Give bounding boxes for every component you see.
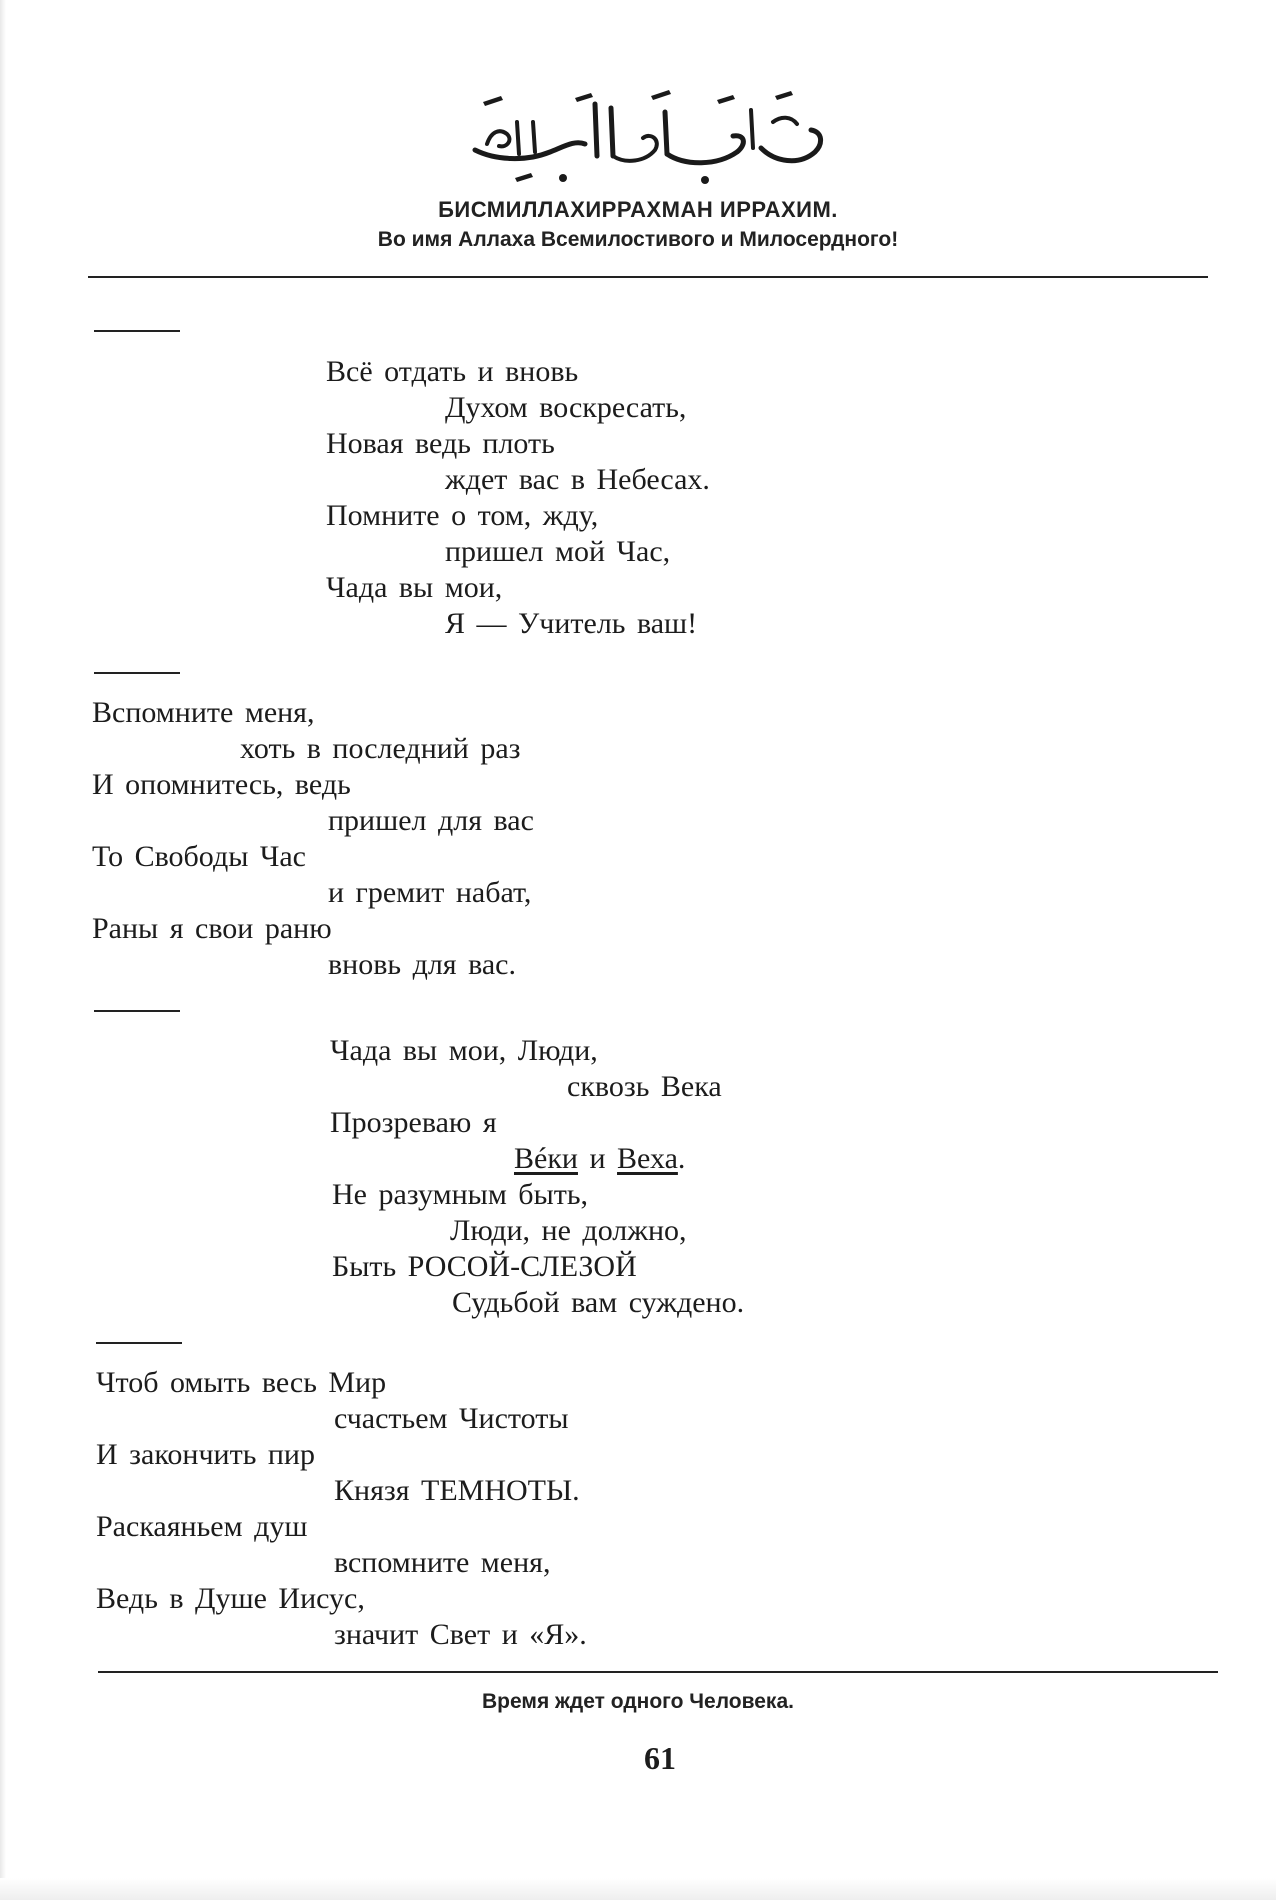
calligraphy-image — [455, 82, 835, 192]
verse-line: пришел мой Час, — [445, 535, 671, 568]
verse-line — [514, 1141, 685, 1177]
stanza-separator — [96, 1342, 182, 1344]
verse-line: Духом воскресать, — [445, 391, 687, 424]
verse-text: . — [677, 1142, 686, 1175]
verse-line: Раны я свои раню — [92, 912, 332, 945]
verse-line: Люди, не должно, — [450, 1214, 687, 1247]
verse-line: Судьбой вам суждено. — [452, 1286, 745, 1319]
verse-line: И опомнитесь, ведь — [92, 768, 351, 801]
scan-edge-shadow — [0, 0, 6, 1900]
stanza-separator — [94, 1010, 180, 1012]
verse-line: Прозреваю я — [330, 1106, 497, 1139]
verse-line: сквозь Века — [567, 1070, 722, 1103]
verse-line: Чада вы мои, Люди, — [330, 1034, 598, 1067]
verse-line: хоть в последний раз — [240, 732, 521, 765]
verse-line: Раскаяньем душ — [96, 1510, 308, 1543]
verse-line: Ведь в Душе Иисус, — [96, 1582, 365, 1615]
verse-line: Чтоб омыть весь Мир — [96, 1366, 387, 1399]
verse-line: ждет вас в Небесах. — [445, 463, 710, 496]
verse-line: и гремит набат, — [328, 876, 532, 909]
verse-line: пришел для вас — [328, 804, 534, 837]
verse-line: Князя ТЕМНОТЫ. — [334, 1474, 580, 1507]
header-rule — [88, 276, 1208, 278]
stanza-separator — [94, 330, 180, 332]
scan-bottom-shadow — [0, 1878, 1276, 1900]
verse-text: и — [577, 1142, 618, 1175]
verse-line: Вспомните меня, — [92, 696, 315, 729]
verse-line: Чада вы мои, — [326, 571, 503, 604]
verse-line: Быть РОСОЙ-СЛЕЗОЙ — [332, 1250, 637, 1283]
verse-line: вспомните меня, — [334, 1546, 551, 1579]
bismillah-calligraphy — [455, 82, 835, 192]
footer-text: Время ждет одного Человека. — [482, 1690, 794, 1713]
verse-line: значит Свет и «Я». — [334, 1618, 587, 1651]
stanza-separator — [94, 672, 180, 674]
verse-line: Всё отдать и вновь — [326, 355, 579, 388]
verse-line: Новая ведь плоть — [326, 427, 555, 460]
page-number: 61 — [644, 1740, 676, 1776]
verse-line: И закончить пир — [96, 1438, 315, 1471]
footer-rule — [98, 1671, 1218, 1673]
underlined-word: Вéки — [514, 1142, 578, 1175]
header-subtitle: Во имя Аллаха Всемилостивого и Милосердного! — [377, 228, 899, 251]
underlined-word: Веха — [617, 1142, 678, 1175]
verse-line: вновь для вас. — [328, 948, 516, 981]
verse-line: Я — Учитель ваш! — [445, 607, 698, 640]
header-title: БИСМИЛЛАХИРРАХМАН ИРРАХИМ. — [438, 197, 838, 222]
verse-line: То Свободы Час — [92, 840, 306, 873]
verse-line: счастьем Чистоты — [334, 1402, 569, 1435]
verse-line: Не разумным быть, — [332, 1178, 589, 1211]
verse-line: Помните о том, жду, — [326, 499, 599, 532]
